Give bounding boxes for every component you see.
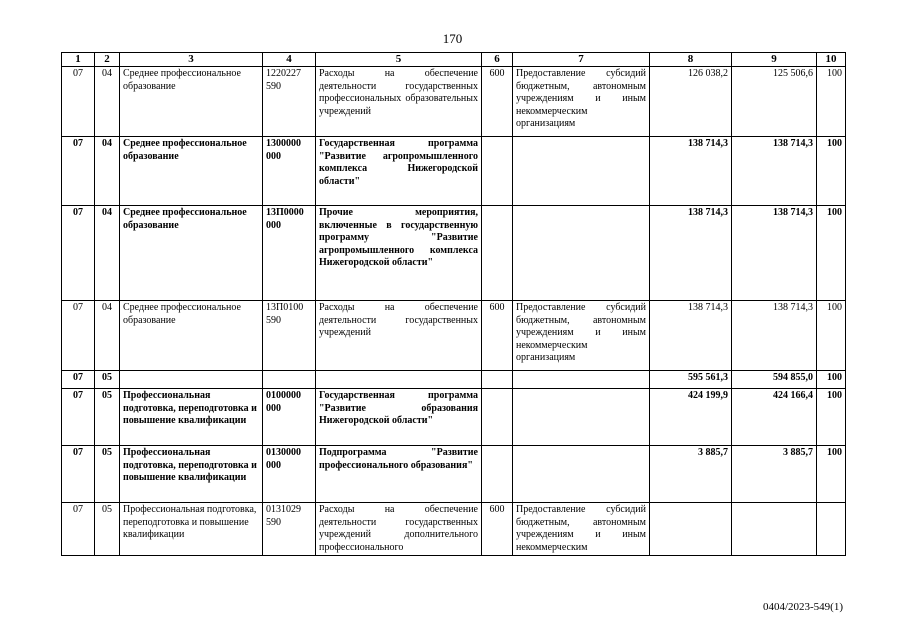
cell-subsection: 05 [95, 371, 120, 389]
cell-expense-description [316, 371, 482, 389]
cell-executed: 3 885,7 [732, 446, 817, 503]
cell-target-code: 13П0000 000 [263, 206, 316, 301]
col-header-4: 4 [263, 53, 316, 67]
cell-target-code: 0100000 000 [263, 389, 316, 446]
cell-expense-type [482, 446, 513, 503]
col-header-7: 7 [513, 53, 650, 67]
cell-subsection: 05 [95, 446, 120, 503]
table-row [62, 503, 846, 556]
cell-section: 07 [62, 389, 95, 446]
cell-planned: 595 561,3 [650, 371, 732, 389]
cell-name: Среднее профессиональное образование [120, 67, 263, 137]
col-header-2: 2 [95, 53, 120, 67]
cell-section: 07 [62, 67, 95, 137]
cell-expense-description: Расходы на обеспечение деятельности государственных учреждений дополнительного профессионального [316, 503, 482, 556]
cell-target-code: 1220227 590 [263, 67, 316, 137]
cell-expense-type-name: Предоставление субсидий бюджетным, автономным учреждениям и иным некоммерческим организациям [513, 301, 650, 371]
cell-executed: 594 855,0 [732, 371, 817, 389]
cell-expense-type [482, 137, 513, 206]
table-row [62, 446, 846, 503]
col-header-8: 8 [650, 53, 732, 67]
cell-name [120, 371, 263, 389]
col-header-1: 1 [62, 53, 95, 67]
cell-section: 07 [62, 301, 95, 371]
cell-expense-type [482, 389, 513, 446]
cell-planned: 138 714,3 [650, 301, 732, 371]
cell-executed [732, 503, 817, 556]
page-number: 170 [442, 31, 463, 46]
cell-subsection: 05 [95, 389, 120, 446]
cell-percent: 100 [817, 389, 846, 446]
col-header-3: 3 [120, 53, 263, 67]
col-header-6: 6 [482, 53, 513, 67]
cell-expense-description: Государственная программа "Развитие агропромышленного комплекса Нижегородской области" [316, 137, 482, 206]
budget-table [61, 52, 846, 556]
cell-subsection: 04 [95, 137, 120, 206]
table-row [62, 389, 846, 446]
cell-expense-description: Расходы на обеспечение деятельности государственных учреждений [316, 301, 482, 371]
table-row [62, 301, 846, 371]
cell-name: Профессиональная подготовка, переподготовка и повышение квалификации [120, 503, 263, 556]
cell-expense-type: 600 [482, 503, 513, 556]
cell-expense-type: 600 [482, 67, 513, 137]
cell-target-code [263, 371, 316, 389]
cell-expense-description: Государственная программа "Развитие образования Нижегородской области" [316, 389, 482, 446]
cell-planned [650, 503, 732, 556]
cell-section: 07 [62, 371, 95, 389]
cell-name: Среднее профессиональное образование [120, 206, 263, 301]
cell-subsection: 04 [95, 67, 120, 137]
cell-target-code: 1300000 000 [263, 137, 316, 206]
cell-expense-description: Подпрограмма "Развитие профессионального образования" [316, 446, 482, 503]
cell-expense-description: Расходы на обеспечение деятельности государственных профессиональных образовательных учреждений [316, 67, 482, 137]
table-row [62, 67, 846, 137]
cell-expense-type [482, 206, 513, 301]
cell-name: Профессиональная подготовка, переподготовка и повышение квалификации [120, 389, 263, 446]
cell-planned: 138 714,3 [650, 206, 732, 301]
cell-percent: 100 [817, 301, 846, 371]
cell-section: 07 [62, 446, 95, 503]
cell-expense-type [482, 371, 513, 389]
cell-expense-description: Прочие мероприятия, включенные в государственную программу "Развитие агропромышленного комплекса Нижегородской области" [316, 206, 482, 301]
cell-executed: 125 506,6 [732, 67, 817, 137]
col-header-5: 5 [316, 53, 482, 67]
cell-subsection: 04 [95, 206, 120, 301]
cell-name: Среднее профессиональное образование [120, 137, 263, 206]
table-row [62, 206, 846, 301]
cell-executed: 424 166,4 [732, 389, 817, 446]
col-header-9: 9 [732, 53, 817, 67]
table-row [62, 371, 846, 389]
header-row [62, 53, 846, 67]
cell-expense-type-name [513, 389, 650, 446]
cell-name: Среднее профессиональное образование [120, 301, 263, 371]
cell-percent: 100 [817, 446, 846, 503]
cell-section: 07 [62, 137, 95, 206]
cell-expense-type-name [513, 137, 650, 206]
cell-expense-type-name: Предоставление субсидий бюджетным, автономным учреждениям и иным некоммерческим организациям [513, 67, 650, 137]
cell-subsection: 05 [95, 503, 120, 556]
cell-section: 07 [62, 503, 95, 556]
cell-planned: 3 885,7 [650, 446, 732, 503]
cell-expense-type-name [513, 206, 650, 301]
cell-percent: 100 [817, 206, 846, 301]
cell-expense-type-name [513, 446, 650, 503]
cell-percent: 100 [817, 67, 846, 137]
cell-target-code: 0131029 590 [263, 503, 316, 556]
cell-expense-type-name: Предоставление субсидий бюджетным, автономным учреждениям и иным некоммерческим [513, 503, 650, 556]
cell-subsection: 04 [95, 301, 120, 371]
cell-percent [817, 503, 846, 556]
cell-expense-type-name [513, 371, 650, 389]
cell-name: Профессиональная подготовка, переподготовка и повышение квалификации [120, 446, 263, 503]
cell-planned: 126 038,2 [650, 67, 732, 137]
cell-executed: 138 714,3 [732, 137, 817, 206]
cell-planned: 138 714,3 [650, 137, 732, 206]
cell-executed: 138 714,3 [732, 301, 817, 371]
cell-section: 07 [62, 206, 95, 301]
cell-percent: 100 [817, 137, 846, 206]
cell-target-code: 0130000 000 [263, 446, 316, 503]
document-code: 0404/2023-549(1) [762, 601, 843, 613]
cell-target-code: 13П0100 590 [263, 301, 316, 371]
cell-expense-type: 600 [482, 301, 513, 371]
cell-planned: 424 199,9 [650, 389, 732, 446]
table-row [62, 137, 846, 206]
col-header-10: 10 [817, 53, 846, 67]
cell-percent: 100 [817, 371, 846, 389]
cell-executed: 138 714,3 [732, 206, 817, 301]
